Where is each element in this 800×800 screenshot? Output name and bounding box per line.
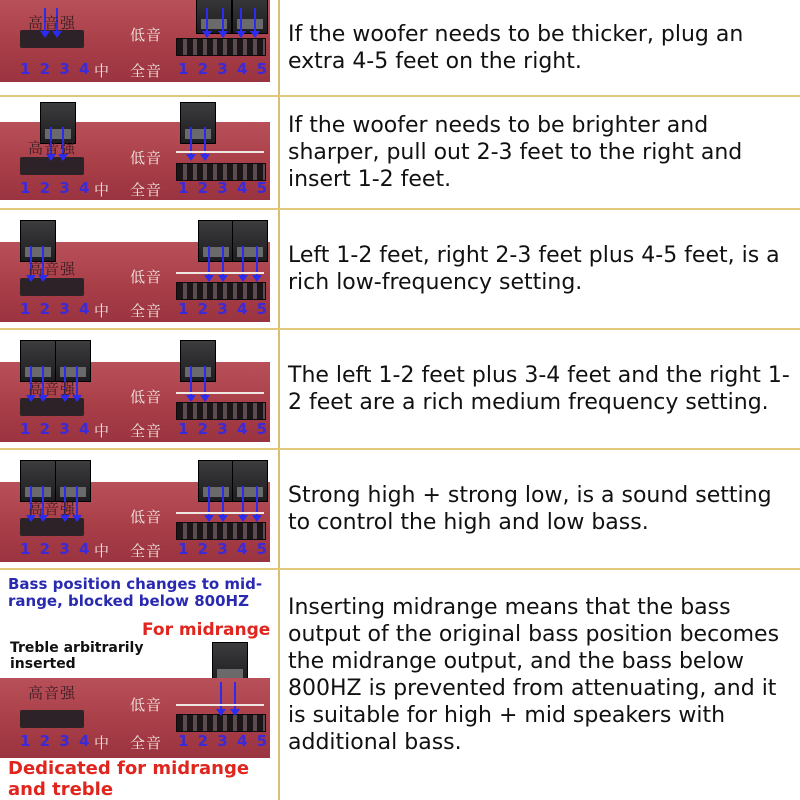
right-pin-numbers: 1 2 3 4 5 — [178, 179, 270, 197]
setting-description: Left 1-2 feet, right 2-3 feet plus 4-5 feet, is a rich low-frequency setting. — [288, 243, 780, 295]
setting-row-3 — [0, 210, 800, 330]
left-pin-numbers: 1 2 3 4 — [20, 60, 92, 78]
label-middle: 中 — [94, 62, 111, 80]
setting-row-1 — [0, 0, 800, 97]
setting-description: If the woofer needs to be brighter and sharper, pull out 2-3 feet to the right and insert 1-2 feet. — [288, 113, 743, 192]
label-middle: 中 — [94, 181, 111, 199]
description-cell-6 — [288, 570, 792, 800]
description-cell-5 — [288, 450, 792, 568]
board-image-6 — [0, 570, 278, 800]
setting-row-6 — [0, 570, 800, 800]
setting-description: Strong high + strong low, is a sound setting to control the high and low bass. — [288, 483, 772, 535]
left-pin-numbers: 1 2 3 4 — [20, 179, 92, 197]
annotation-bass-change: Bass position changes to mid-range, blocked below 800HZ — [8, 575, 263, 610]
label-full-range: 全音 — [130, 734, 163, 752]
left-pin-numbers: 1 2 3 4 — [20, 540, 92, 558]
label-middle: 中 — [94, 542, 111, 560]
left-pin-numbers: 1 2 3 4 — [20, 300, 92, 318]
label-treble-strong: 高音强 — [28, 260, 77, 278]
label-full-range: 全音 — [130, 181, 163, 199]
annotation-dedicated: Dedicated for midrange and treble — [8, 758, 250, 800]
annotation-for-midrange: For midrange — [142, 620, 271, 640]
setting-description: If the woofer needs to be thicker, plug an extra 4-5 feet on the right. — [288, 21, 744, 74]
label-bass: 低音 — [130, 696, 163, 714]
label-treble-strong: 高音强 — [28, 139, 77, 157]
setting-row-2 — [0, 97, 800, 210]
label-treble-strong: 高音强 — [28, 380, 77, 398]
setting-description: Inserting midrange means that the bass output of the original bass position becomes the midrange output, and the bass below 800HZ is prevented from attenuating, and it is suitable for high + mid speakers with additional bass. — [288, 595, 780, 755]
left-pin-numbers: 1 2 3 4 — [20, 420, 92, 438]
left-pin-numbers: 1 2 3 4 — [20, 732, 92, 750]
label-middle: 中 — [94, 422, 111, 440]
label-full-range: 全音 — [130, 422, 163, 440]
board-image-5 — [0, 450, 278, 568]
label-bass: 低音 — [130, 149, 163, 167]
label-middle: 中 — [94, 302, 111, 320]
board-image-2 — [0, 97, 278, 208]
label-treble-strong: 高音强 — [28, 14, 77, 32]
setting-row-5 — [0, 450, 800, 570]
label-full-range: 全音 — [130, 302, 163, 320]
board-image-1 — [0, 0, 278, 95]
right-pin-numbers: 1 2 3 4 5 — [178, 540, 270, 558]
right-pin-numbers: 1 2 3 4 5 — [178, 420, 270, 438]
label-bass: 低音 — [130, 388, 163, 406]
setting-row-4 — [0, 330, 800, 450]
setting-description: The left 1-2 feet plus 3-4 feet and the right 1-2 feet are a rich medium frequency setting. — [288, 363, 790, 415]
label-treble-strong: 高音强 — [28, 684, 77, 702]
right-pin-numbers: 1 2 3 4 5 — [178, 60, 270, 78]
label-full-range: 全音 — [130, 542, 163, 560]
label-bass: 低音 — [130, 508, 163, 526]
label-middle: 中 — [94, 734, 111, 752]
board-image-3 — [0, 210, 278, 328]
board-image-4 — [0, 330, 278, 448]
label-bass: 低音 — [130, 26, 163, 44]
description-cell-3 — [288, 210, 792, 328]
right-pin-numbers: 1 2 3 4 5 — [178, 300, 270, 318]
label-treble-strong: 高音强 — [28, 500, 77, 518]
label-full-range: 全音 — [130, 62, 163, 80]
annotation-treble-arbitrary: Treble arbitrarily inserted — [10, 640, 144, 672]
description-cell-1 — [288, 0, 792, 95]
right-pin-numbers: 1 2 3 4 5 — [178, 732, 270, 750]
description-cell-2 — [288, 97, 792, 208]
label-bass: 低音 — [130, 268, 163, 286]
description-cell-4 — [288, 330, 792, 448]
